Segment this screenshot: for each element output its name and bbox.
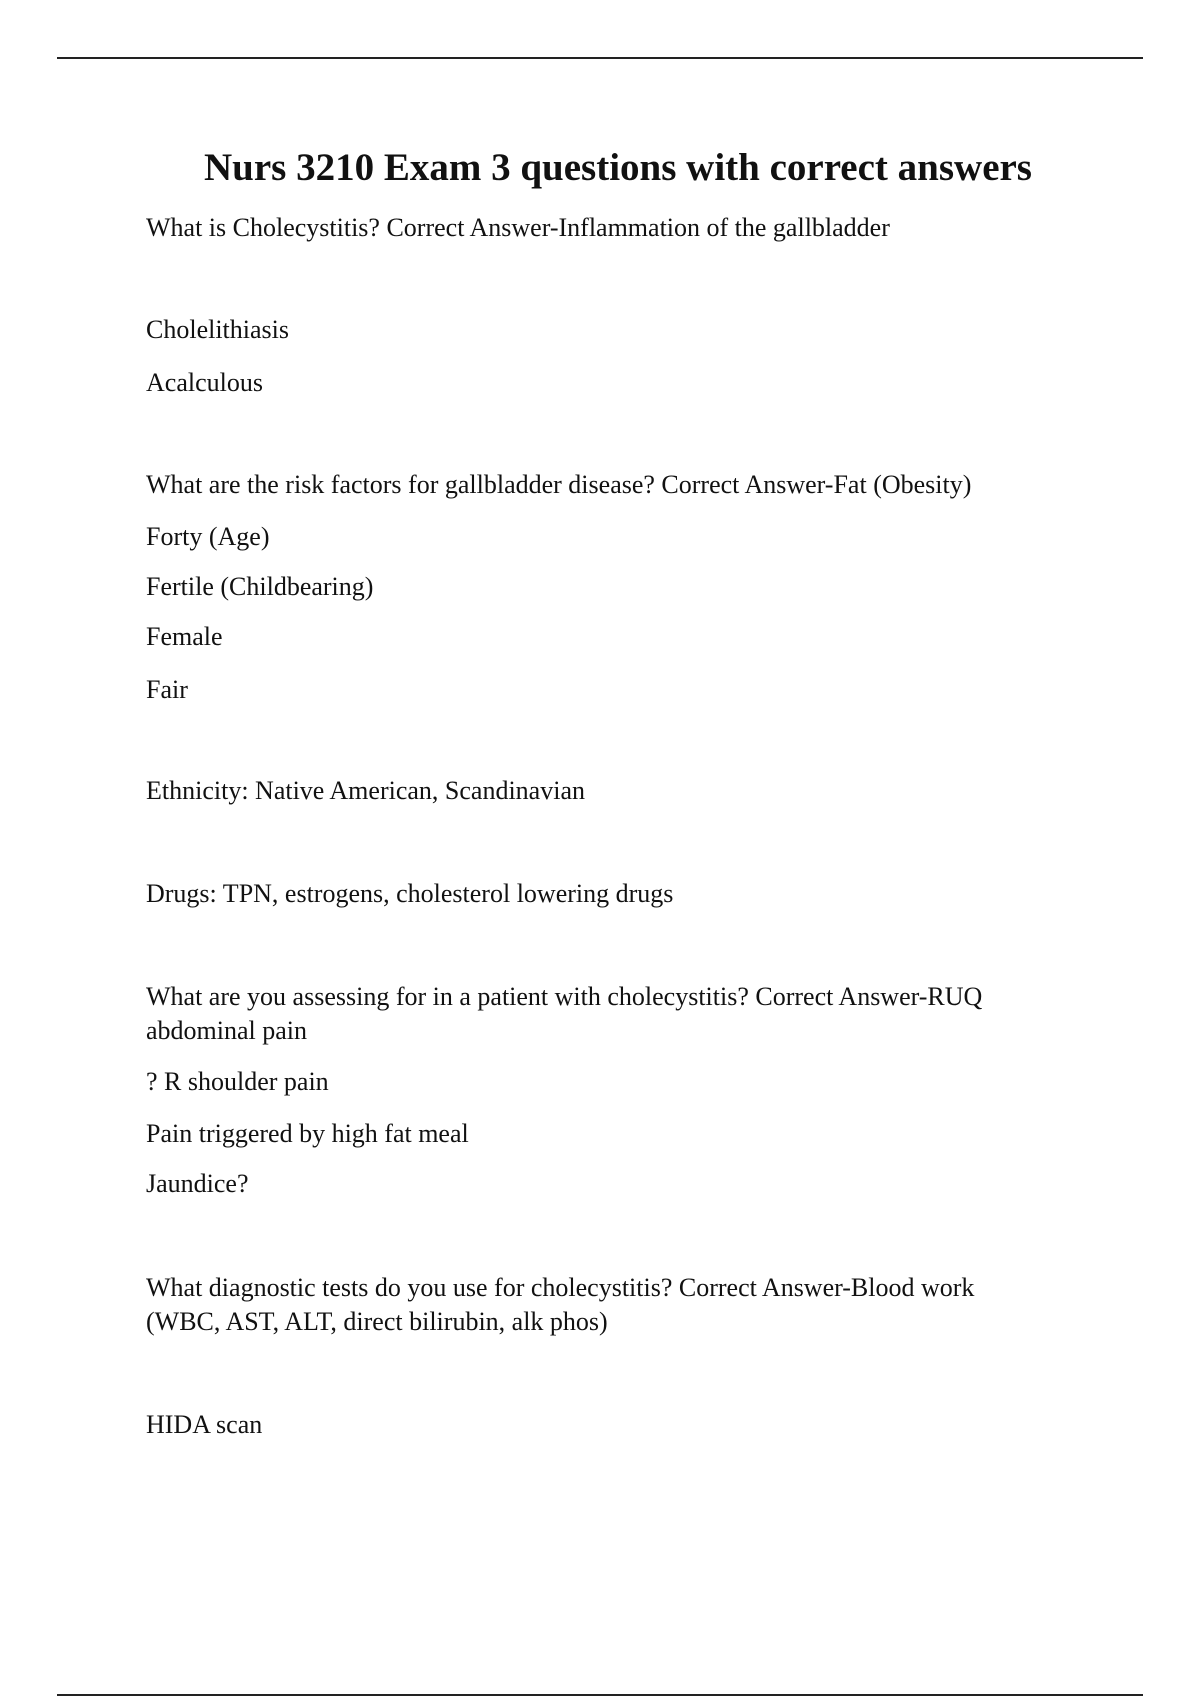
q2-question-answer: What are the risk factors for gallbladder disease? Correct Answer-Fat (Obesity) — [146, 470, 972, 499]
q2-answer-line: Fertile (Childbearing) — [146, 572, 374, 601]
footer-rule — [57, 1694, 1143, 1696]
q2-answer-line: Forty (Age) — [146, 522, 270, 551]
q2-answer-line: Drugs: TPN, estrogens, cholesterol lowering drugs — [146, 879, 674, 908]
q1-answer-line: Acalculous — [146, 368, 263, 397]
q1-question-answer: What is Cholecystitis? Correct Answer-Inflammation of the gallbladder — [146, 213, 890, 242]
q4-answer-line: HIDA scan — [146, 1410, 263, 1439]
q2-answer-line: Fair — [146, 675, 188, 704]
q3-answer-line: Jaundice? — [146, 1169, 249, 1198]
q3-question-answer: What are you assessing for in a patient with cholecystitis? Correct Answer-RUQ — [146, 982, 983, 1011]
q2-answer-line: Female — [146, 622, 223, 651]
q4-question-answer: What diagnostic tests do you use for cholecystitis? Correct Answer-Blood work — [146, 1273, 975, 1302]
q3-question-answer-continued: abdominal pain — [146, 1016, 308, 1045]
document-title: Nurs 3210 Exam 3 questions with correct answers — [204, 146, 1032, 189]
q1-answer-line: Cholelithiasis — [146, 315, 289, 344]
q3-answer-line: Pain triggered by high fat meal — [146, 1119, 469, 1148]
q2-answer-line: Ethnicity: Native American, Scandinavian — [146, 776, 585, 805]
q4-question-answer-continued: (WBC, AST, ALT, direct bilirubin, alk phos) — [146, 1307, 608, 1336]
header-rule — [57, 57, 1143, 59]
q3-answer-line: ? R shoulder pain — [146, 1067, 329, 1096]
